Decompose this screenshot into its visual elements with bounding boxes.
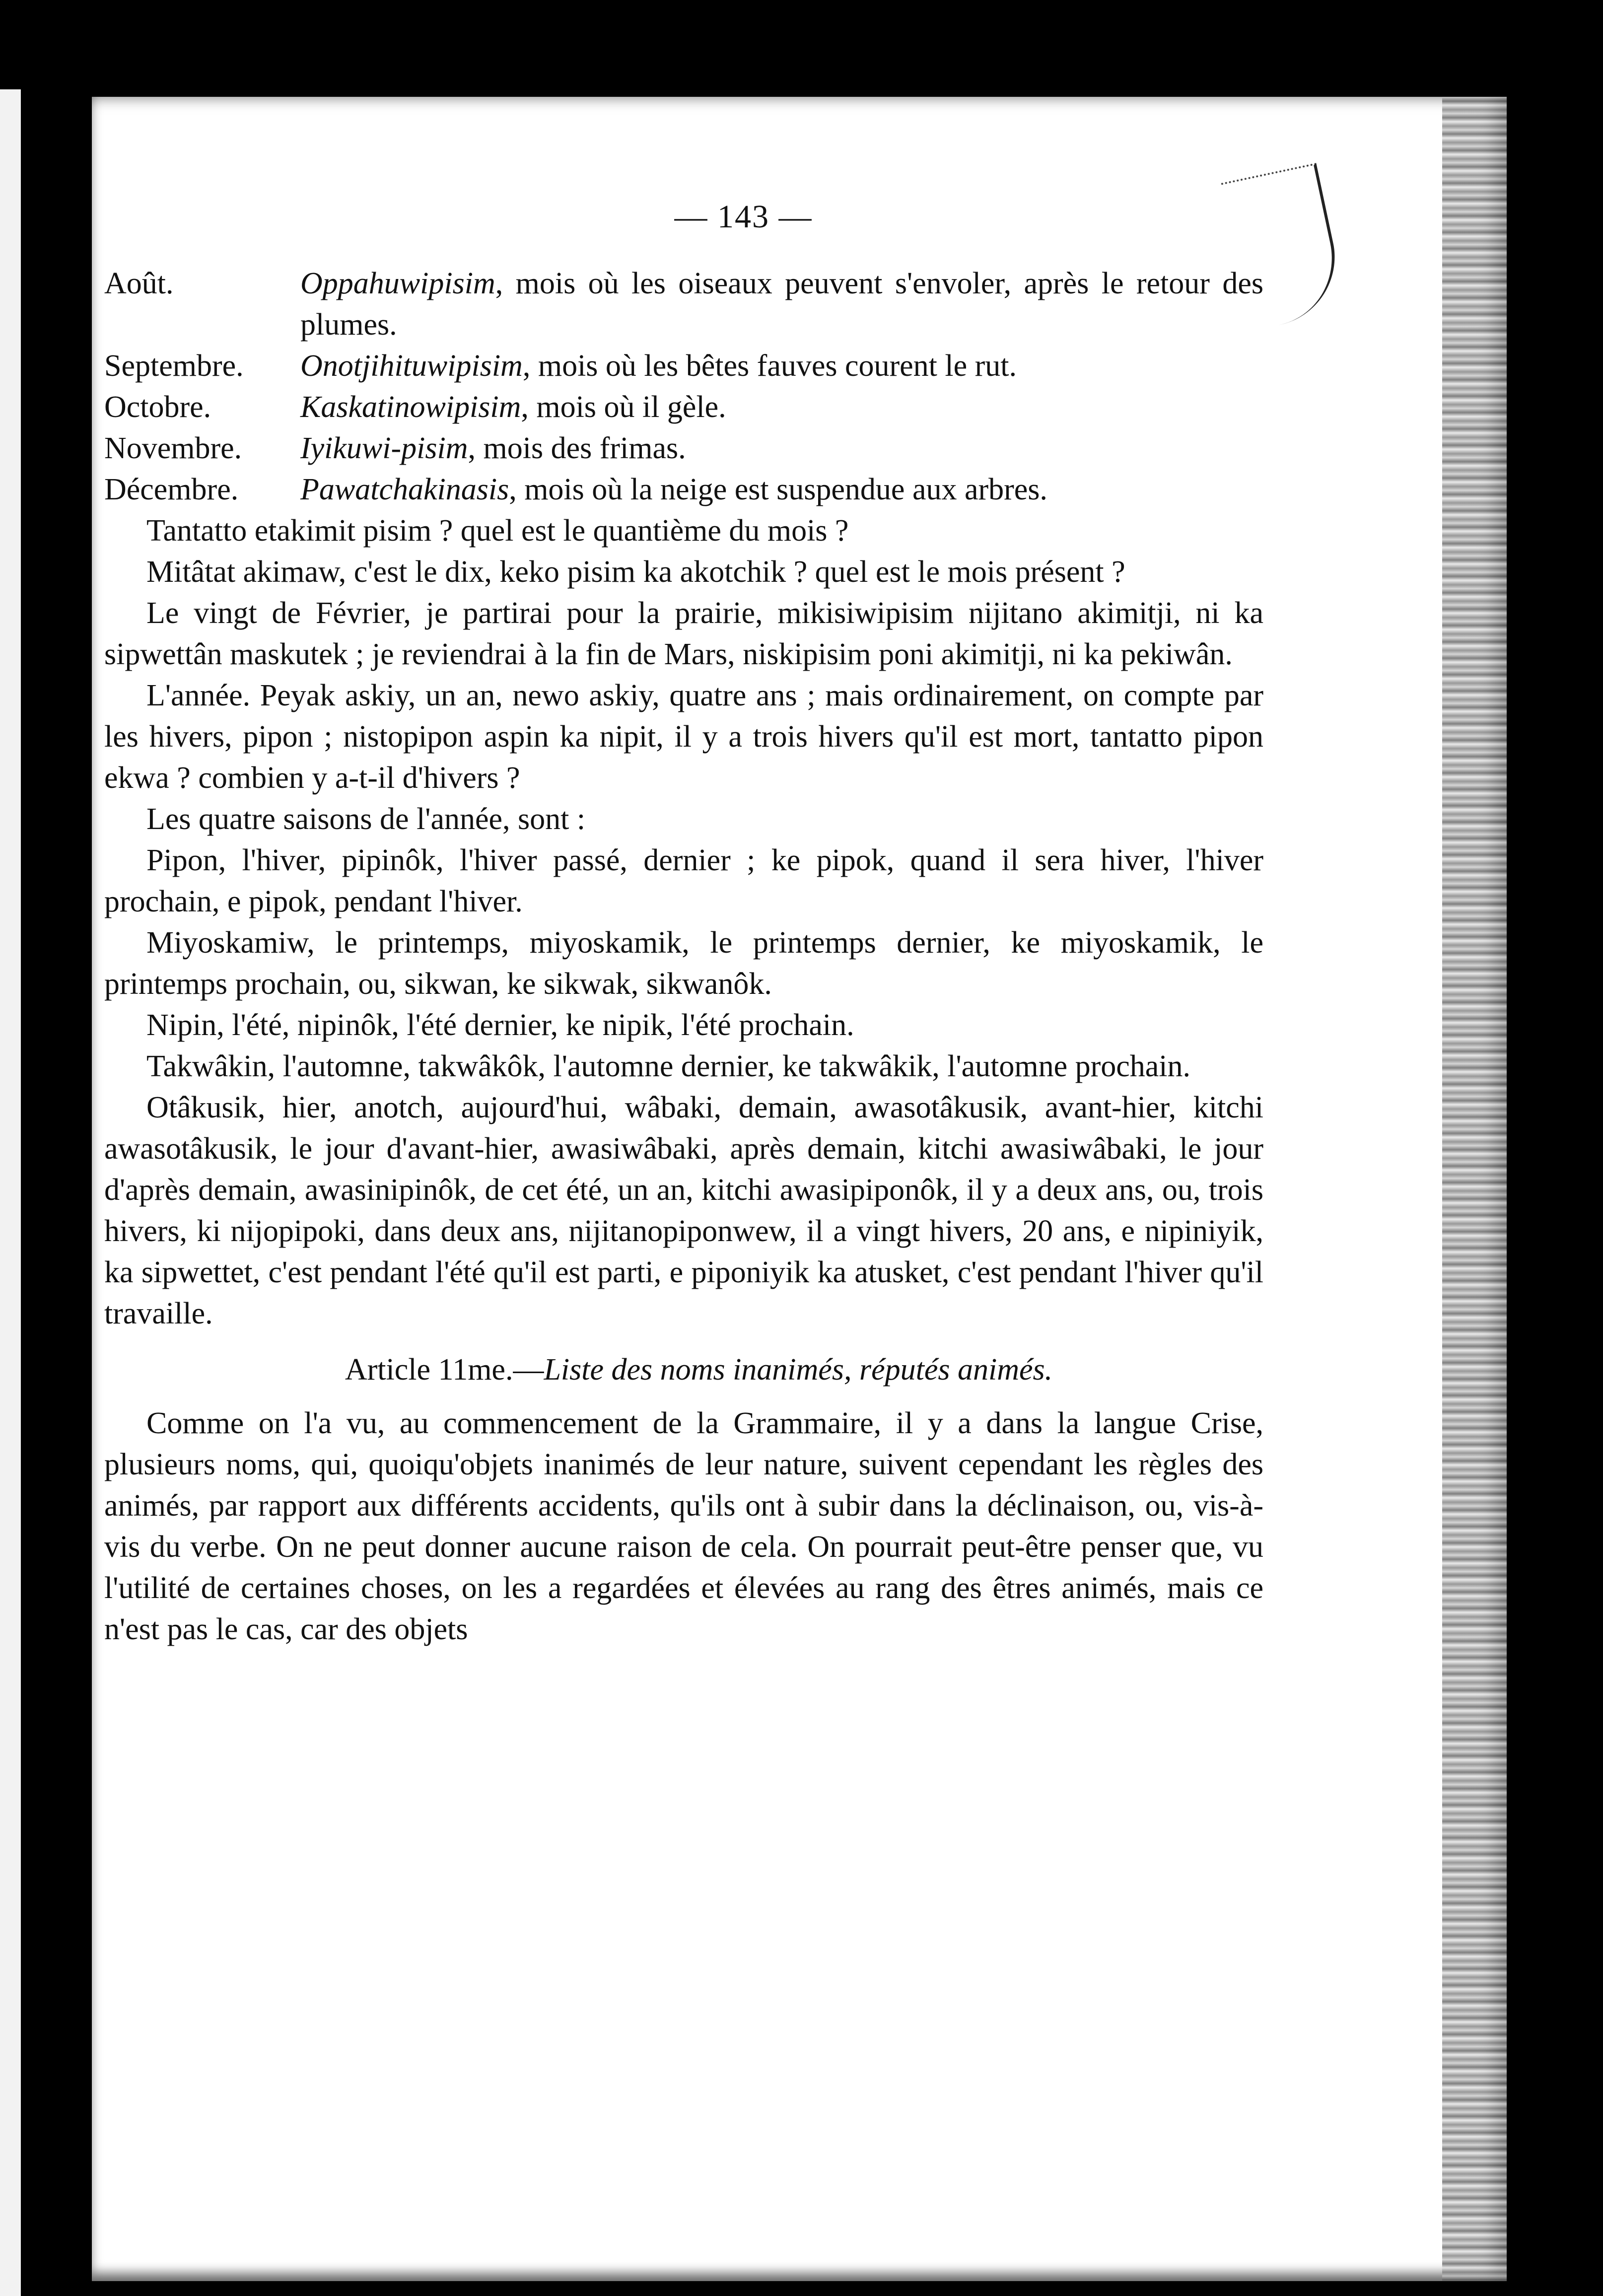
scan-edge-strip [0,89,21,2296]
page-number: — 143 — [674,199,813,235]
month-description [300,387,1263,428]
binding-gutter [1442,97,1507,2281]
month-description [300,469,1263,510]
cree-month-term: Iyikuwi-pisim [300,431,468,465]
month-entry-october [104,387,1263,428]
month-description [300,428,1263,469]
month-name: Septembre. [104,349,244,383]
page-text [104,196,1263,1650]
month-gloss: , mois des frimas. [468,431,686,465]
paragraph-fevrier: Le vingt de Février, je partirai pour la prairie, mikisiwipisim nijitano akimitji, ni ka sipwettân maskutek ; je reviendrai à la fin de Mars, niskipisim poni akimitji, ni ka pekiwân. [104,596,1263,671]
paragraph-mois-present: Mitâtat akimaw, c'est le dix, keko pisim ka akotchik ? quel est le mois présent ? [146,555,1125,589]
article-label: Article 11me.— [345,1353,544,1387]
paragraph-automne: Takwâkin, l'automne, takwâkôk, l'automne dernier, ke takwâkik, l'automne prochain. [146,1049,1191,1083]
month-entry-september [104,346,1263,387]
month-description [300,263,1263,346]
article-heading [104,1349,1263,1391]
month-entry-august [104,263,1263,346]
month-name: Décembre. [104,473,239,506]
month-name: Août. [104,267,174,300]
paragraph-annee: L'année. Peyak askiy, un an, newo askiy, quatre ans ; mais ordinairement, on compte par les hivers, pipon ; nistopipon aspin ka nipit, il y a trois hivers qu'il est mort, tantatto pipon ekwa ? combien y a-t-il d'hivers ? [104,679,1263,795]
months-list [104,263,1263,510]
month-entry-december [104,469,1263,510]
article-title: Liste des noms inanimés, réputés animés. [544,1353,1053,1387]
month-gloss: , mois où les oiseaux peuvent s'envoler, après le retour des plumes. [300,267,1263,342]
paragraph-article-intro: Comme on l'a vu, au commencement de la Grammaire, il y a dans la langue Crise, plusieurs noms, qui, quoiqu'objets inanimés de leur nature, suivent cependant les règles des animés, par rapport aux différents accidents, qu'ils ont à subir dans la déclinaison, ou, vis-à-vis du verbe. On ne peut donner aucune raison de cela. On pourrait peut-être penser que, vu l'utilité de certaines choses, on les a regardées et élevées au rang des êtres animés, mais ce n'est pas le cas, car des objets [104,1406,1263,1646]
paragraph-quantieme: Tantatto etakimit pisim ? quel est le quantième du mois ? [146,514,849,548]
month-description [300,346,1263,387]
paragraph-ete: Nipin, l'été, nipinôk, l'été dernier, ke nipik, l'été prochain. [146,1008,854,1042]
month-name: Octobre. [104,390,211,424]
paragraph-saisons: Les quatre saisons de l'année, sont : [146,802,586,836]
paragraph-jours: Otâkusik, hier, anotch, aujourd'hui, wâbaki, demain, awasotâkusik, avant-hier, kitchi awasotâkusik, le jour d'avant-hier, awasiwâbaki, après demain, kitchi awasiwâbaki, le jour d'après demain, awasinipinôk, de cet été, un an, kitchi awasipiponôk, il y a deux ans, ou, trois hivers, ki nijopipoki, dans deux ans, nijitanopiponwew, il a vingt hivers, 20 ans, e nipiniyik, ka sipwettet, c'est pendant l'été qu'il est parti, e piponiyik ka atusket, c'est pendant l'hiver qu'il travaille. [104,1091,1263,1330]
paragraph-hiver: Pipon, l'hiver, pipinôk, l'hiver passé, dernier ; ke pipok, quand il sera hiver, l'hiver prochain, e pipok, pendant l'hiver. [104,843,1263,918]
cree-month-term: Kaskatinowipisim [300,390,521,424]
month-gloss: , mois où la neige est suspendue aux arbres. [509,473,1047,506]
month-name: Novembre. [104,431,242,465]
month-gloss: , mois où les bêtes fauves courent le rut. [522,349,1017,383]
paragraph-printemps: Miyoskamiw, le printemps, miyoskamik, le printemps dernier, ke miyoskamik, le printemps prochain, ou, sikwan, ke sikwak, sikwanôk. [104,926,1263,1001]
cree-month-term: Oppahuwipisim [300,267,495,300]
cree-month-term: Pawatchakinasis [300,473,509,506]
month-entry-november [104,428,1263,469]
month-gloss: , mois où il gèle. [521,390,726,424]
cree-month-term: Onotjihituwipisim [300,349,523,383]
